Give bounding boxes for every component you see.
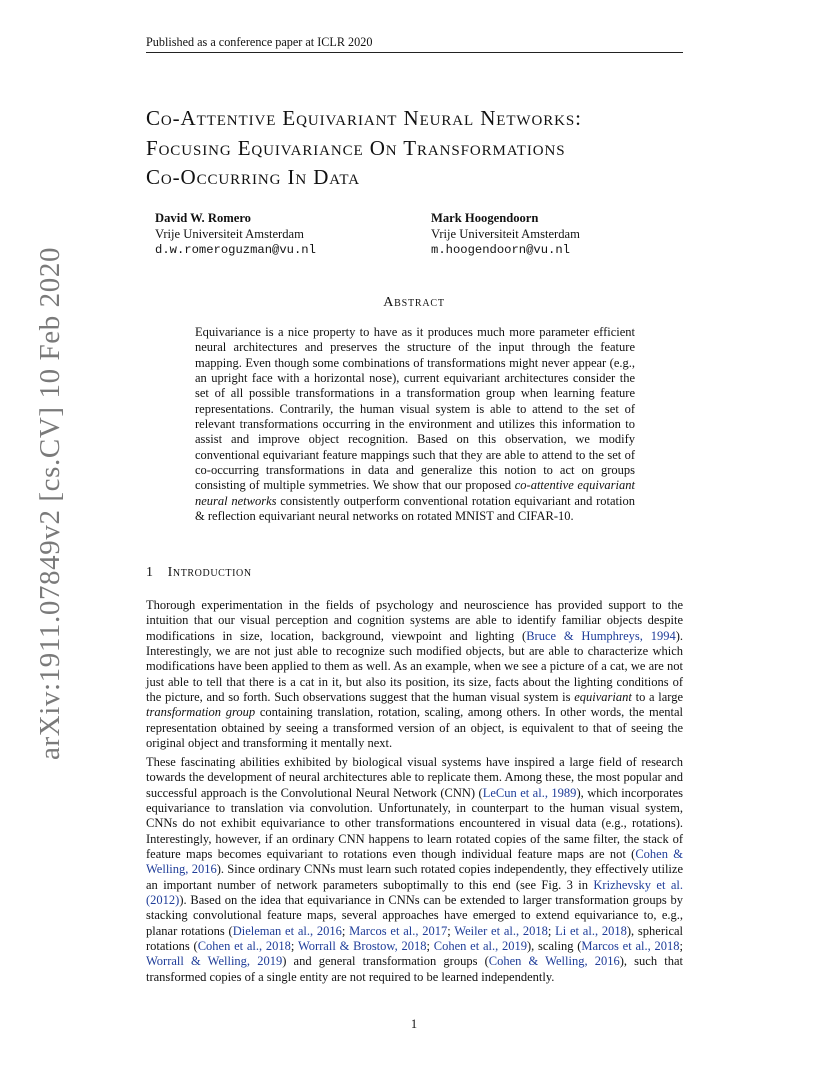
- body-text: ), which incorporates equivariance to translation via convolution. Unfortunately, in counterpart to the human visual system, CNNs do not exhibit equivariance to other transformations encountered in visual data (e.g., rotations). Interestingly, however, if an ordinary CNN happens to learn rotated copies of the same filter, the stack of feature maps becomes equivariant to rotations even though individual feature maps are not (: [146, 785, 683, 862]
- body-text: ), such that transformed copies of a single entity are not required to be learned independently.: [146, 954, 683, 984]
- author-email[interactable]: m.hoogendoorn@vu.nl: [431, 243, 570, 257]
- author-affiliation: Vrije Universiteit Amsterdam: [155, 227, 304, 241]
- citation-link[interactable]: Cohen & Welling, 2016: [146, 847, 684, 877]
- author-block-2: [431, 210, 580, 258]
- page-number: 1: [410, 1017, 418, 1031]
- abstract-emphasis: co-attentive equivariant neural networks: [195, 478, 635, 508]
- citation-link[interactable]: Marcos et al., 2017: [349, 923, 448, 938]
- citation-link[interactable]: Dieleman et al., 2016: [232, 923, 342, 938]
- citation-link[interactable]: Krizhevsky et al. (2012): [146, 877, 683, 908]
- body-text: ). Based on the idea that equivariance in CNNs can be extended to larger transformation groups by stacking convolutional feature maps, several approaches have emerged to extend equivariance to, e.g., planar rotations (: [146, 893, 683, 938]
- section-title: Introduction: [167, 565, 252, 580]
- paper-title: [146, 104, 706, 193]
- author-name: David W. Romero: [155, 211, 251, 225]
- body-text: ) and general transformation groups (: [282, 954, 489, 969]
- author-email[interactable]: d.w.romeroguzman@vu.nl: [155, 243, 316, 257]
- intro-paragraph-1: [146, 598, 683, 751]
- abstract-body: [195, 325, 635, 524]
- header-rule: [146, 52, 683, 53]
- section-heading: [146, 565, 252, 581]
- title-line-1: Co-Attentive Equivariant Neural Networks:: [146, 106, 582, 130]
- abstract-text: consistently outperform conventional rotation equivariant and rotation & reflection equivariant neural networks on rotated MNIST and CIFAR-10.: [195, 493, 636, 524]
- citation-link[interactable]: Weiler et al., 2018: [454, 923, 548, 938]
- author-name: Mark Hoogendoorn: [431, 211, 539, 225]
- abstract-text: Equivariance is a nice property to have as it produces much more parameter efficient neural architectures and preserves the structure of the input through the feature mapping. Even though some combinations of transformations might never appear (e.g., an upright face with a horizontal nose), current equivariant architectures consider the set of all possible transformations in a transformation group when learning feature representations. Contrarily, the human visual system is able to attend to the set of relevant transformations occurring in the environment and utilizes this information to assist and improve object recognition. Based on this observation, we modify conventional equivariant feature mappings such that they are able to attend to the set of co-occurring transformations in data and generalize this notion to act on groups consisting of multiple symmetries. We show that our proposed: [195, 325, 635, 493]
- citation-link[interactable]: Cohen et al., 2018: [197, 939, 291, 954]
- separator: ;: [426, 939, 434, 954]
- separator: ;: [679, 939, 683, 954]
- citation-link[interactable]: LeCun et al., 1989: [482, 785, 577, 800]
- separator: ;: [341, 923, 350, 938]
- body-text: containing translation, rotation, scaling, among others. In other words, the mental representation obtained by seeing a transformed version of an object, is equivalent to that of seeing the original object and transforming it mentally next.: [146, 705, 683, 751]
- intro-paragraph-2: [146, 755, 683, 985]
- body-text: to a large: [635, 690, 684, 705]
- citation-link[interactable]: Cohen et al., 2019: [433, 939, 527, 954]
- section-number: 1: [146, 565, 154, 580]
- header-venue-line: Published as a conference paper at ICLR 2020: [146, 35, 373, 49]
- abstract-heading: Abstract: [383, 295, 445, 310]
- citation-link[interactable]: Cohen & Welling, 2016: [488, 954, 620, 969]
- body-text: ), spherical rotations (: [146, 923, 684, 954]
- citation-link[interactable]: Li et al., 2018: [555, 923, 627, 938]
- arxiv-identifier-stamp: arXiv:1911.07849v2 [cs.CV] 10 Feb 2020: [34, 246, 66, 760]
- separator: ;: [290, 939, 298, 954]
- separator: ;: [447, 923, 455, 938]
- body-text: ). Interestingly, we are not just able to recognize such modified objects, but are able to characterize which modifications have been applied to them as well. As an example, when we see a picture of a cat, we are not just able to tell that there is a cat in it, but also its position, its size, facts about the lighting conditions of the picture, and so forth. Such observations suggest that the human visual system is: [146, 628, 683, 705]
- body-text: ), scaling (: [527, 939, 582, 954]
- citation-link[interactable]: Bruce & Humphreys, 1994: [526, 628, 676, 643]
- author-affiliation: Vrije Universiteit Amsterdam: [431, 227, 580, 241]
- citation-link[interactable]: Worrall & Brostow, 2018: [297, 939, 427, 954]
- separator: ;: [547, 923, 556, 938]
- citation-link[interactable]: Worrall & Welling, 2019: [146, 954, 283, 969]
- title-line-3: Co-Occurring In Data: [146, 165, 360, 189]
- body-text: ). Since ordinary CNNs must learn such rotated copies independently, they effectively utilize an important number of network parameters suboptimally to this end (see Fig. 3 in: [146, 862, 683, 892]
- body-text: Thorough experimentation in the fields of psychology and neuroscience has provided support to the intuition that our visual perception and cognition systems are able to identify familiar objects despite modifications in size, location, background, viewpoint and lighting (: [146, 598, 683, 643]
- author-block-1: [155, 210, 316, 258]
- citation-link[interactable]: Marcos et al., 2018: [581, 939, 680, 954]
- body-text: These fascinating abilities exhibited by biological visual systems have inspired a large field of research towards the development of neural architectures able to replicate them. Among these, the most popular and successful approach is the Convolutional Neural Network (CNN) (: [146, 755, 683, 800]
- emphasis-text: equivariant: [574, 690, 632, 705]
- emphasis-text: transformation group: [146, 705, 256, 720]
- title-line-2: Focusing Equivariance On Transformations: [146, 135, 566, 160]
